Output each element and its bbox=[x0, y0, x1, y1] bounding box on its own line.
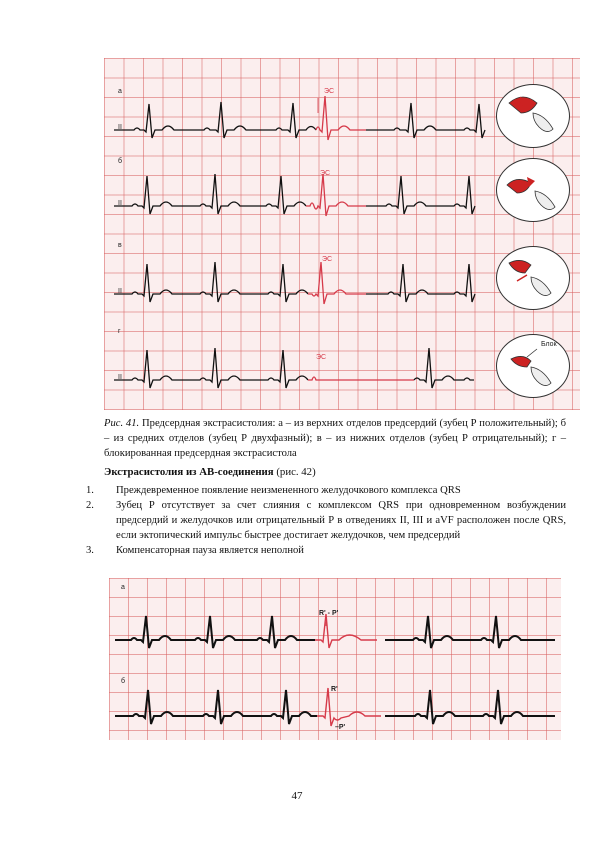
list-item bbox=[86, 483, 566, 498]
annotation-42b-top: R' bbox=[331, 686, 338, 693]
caption-ref: Рис. 41. bbox=[104, 418, 140, 429]
heart-diagram-a bbox=[496, 84, 570, 148]
figure-41-ecg bbox=[104, 58, 580, 410]
lead-label-c: II bbox=[118, 288, 122, 295]
ecg-trace-d-post bbox=[414, 348, 474, 388]
page-number: 47 bbox=[291, 790, 303, 802]
figure-42-traces bbox=[109, 578, 561, 740]
ecg-trace-42b-post bbox=[385, 690, 555, 724]
ecg-trace-d bbox=[114, 348, 308, 388]
figure-41-caption bbox=[104, 416, 566, 462]
list-item-text: Зубец Р отсутствует за счет слияния с комплексом QRS при одновременном возбуждении предсердий и желудочков или отрицательный Р в отведениях II, III и aVF расположен после QRS, если эктопический импульс быстрее достигает желудочков, чем предсердий bbox=[116, 500, 566, 541]
heart-conduction-icon bbox=[497, 247, 569, 309]
heart-conduction-icon bbox=[497, 85, 569, 147]
panel-letter-b: б bbox=[118, 158, 123, 165]
list-item-text: Преждевременное появление неизмененного желудочкового комплекса QRS bbox=[116, 485, 461, 496]
ecg-ectopic-42a bbox=[315, 614, 377, 648]
annotation-42b-bottom: –P' bbox=[335, 724, 346, 731]
ecg-trace-a-post bbox=[366, 103, 485, 138]
list-item-number: 2. bbox=[86, 500, 94, 511]
panel-letter-c: в bbox=[118, 242, 122, 249]
ecg-trace-42a-post bbox=[385, 616, 555, 648]
heart-diagram-c bbox=[496, 246, 570, 310]
ectopic-label-a: ЭС bbox=[324, 88, 335, 95]
ecg-trace-a bbox=[114, 102, 316, 138]
list-item-text: Компенсаторная пауза является неполной bbox=[116, 545, 304, 556]
criteria-list bbox=[86, 483, 566, 558]
ecg-trace-c bbox=[114, 262, 308, 302]
lead-label-d: II bbox=[118, 374, 122, 381]
lead-label-b: II bbox=[118, 200, 122, 207]
ecg-ectopic-b bbox=[306, 174, 366, 216]
ecg-trace-42a bbox=[115, 616, 315, 648]
section-title-bold: Экстрасистолия из АВ-соединения bbox=[104, 466, 274, 478]
ectopic-label-b: ЭС bbox=[320, 170, 331, 177]
panel-letter-42a: а bbox=[121, 584, 125, 591]
ecg-trace-c-post bbox=[366, 264, 475, 302]
ecg-ectopic-42b bbox=[317, 688, 381, 726]
heart-conduction-icon bbox=[497, 335, 569, 397]
section-title-ref: (рис. 42) bbox=[273, 466, 316, 478]
ecg-ectopic-a bbox=[316, 96, 366, 140]
panel-letter-d: г bbox=[118, 328, 121, 335]
list-item bbox=[86, 498, 566, 543]
list-item bbox=[86, 543, 566, 558]
ectopic-label-c: ЭС bbox=[322, 256, 333, 263]
ecg-ectopic-c bbox=[308, 262, 366, 304]
panel-letter-42b: б bbox=[121, 678, 126, 685]
lead-label-a: II bbox=[118, 124, 122, 131]
panel-letter-a: а bbox=[118, 88, 122, 95]
heart-diagram-d bbox=[496, 334, 570, 398]
section-title bbox=[104, 466, 316, 478]
list-item-number: 3. bbox=[86, 545, 94, 556]
heart-conduction-icon bbox=[497, 159, 569, 221]
caption-text: Предсердная экстрасистолия: а – из верхних отделов предсердий (зубец Р положительный); б – из средних отделов (зубец Р двухфазный); в – из нижних отделов (зубец Р отрицательный); г – блокированная предсердная экстрасистола bbox=[104, 418, 566, 460]
ecg-trace-b-post bbox=[366, 176, 475, 214]
list-item-number: 1. bbox=[86, 485, 94, 496]
annotation-42a: R' - P' bbox=[319, 610, 339, 617]
ectopic-label-d: ЭС bbox=[316, 354, 327, 361]
block-label: Блок bbox=[541, 341, 557, 348]
heart-diagram-b bbox=[496, 158, 570, 222]
ecg-trace-b bbox=[114, 174, 306, 214]
ecg-ectopic-d bbox=[308, 377, 414, 380]
ecg-trace-42b bbox=[115, 690, 317, 724]
figure-42-ecg bbox=[109, 578, 561, 740]
